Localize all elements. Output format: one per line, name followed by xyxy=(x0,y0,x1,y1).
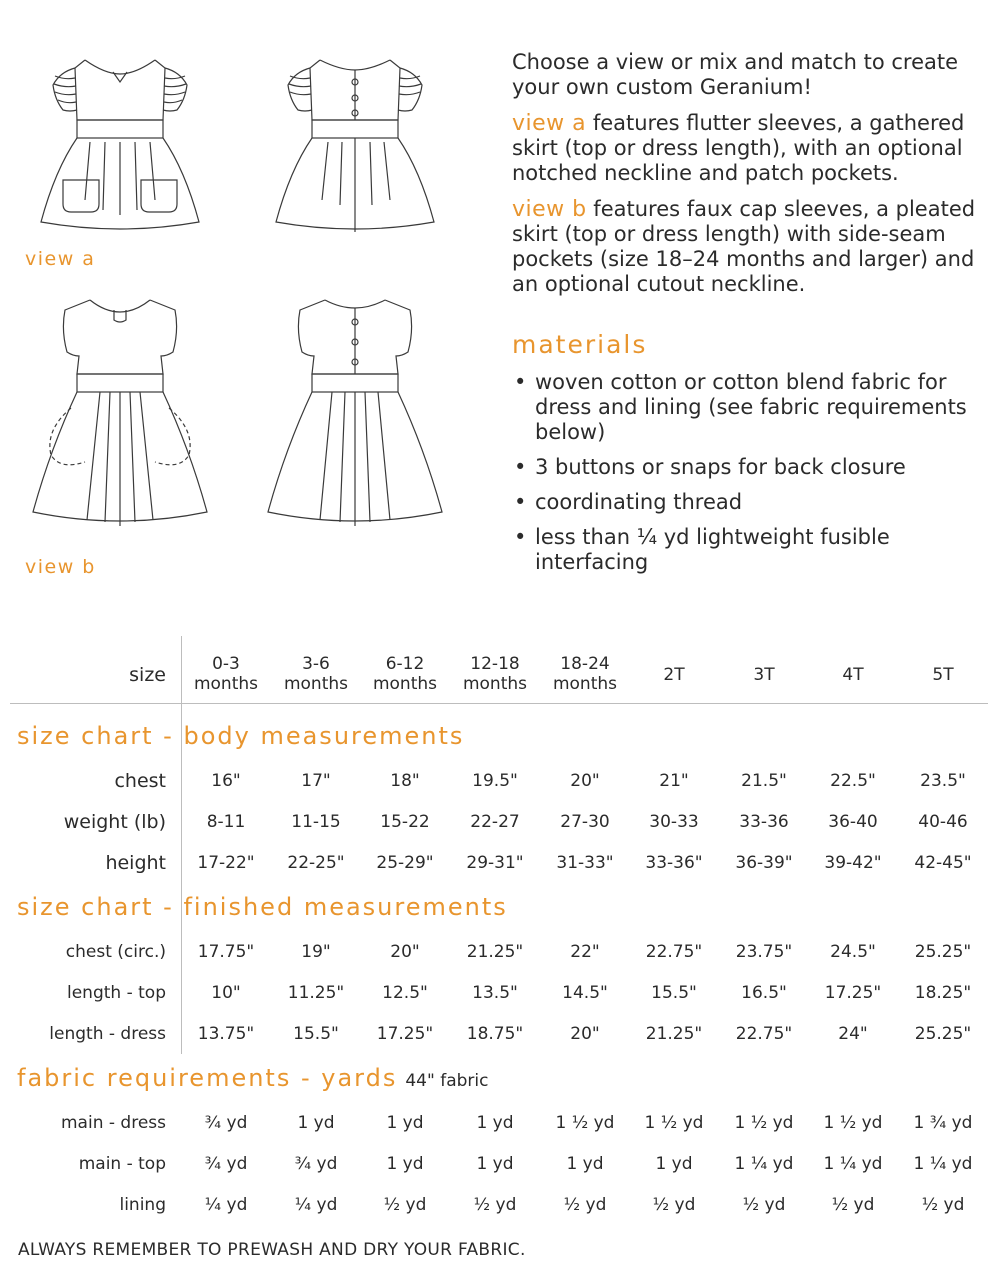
table-cell: 1 yd xyxy=(476,1154,514,1174)
table-cell: ¼ yd xyxy=(294,1195,338,1215)
table-cell: 22.75" xyxy=(735,1024,793,1044)
size-header-line: months xyxy=(372,674,438,694)
size-header-line: 2T xyxy=(663,665,685,685)
table-cell: 16.5" xyxy=(741,983,787,1003)
table-cell: 1 ¾ yd xyxy=(913,1113,973,1133)
row-label: length - dress xyxy=(49,1024,166,1044)
table-cell: 30-33 xyxy=(649,812,699,832)
table-cell: 25.25" xyxy=(914,942,972,962)
table-cell: 15.5" xyxy=(293,1024,339,1044)
size-header-line: 5T xyxy=(932,665,954,685)
table-cell: 17" xyxy=(301,771,331,791)
table-header-divider xyxy=(10,703,988,704)
row-label: lining xyxy=(119,1195,166,1215)
table-cell: 24.5" xyxy=(830,942,876,962)
materials-item xyxy=(512,455,982,480)
section-title-text: size chart - finished measurements xyxy=(17,893,508,921)
size-header-line: 3-6 xyxy=(302,654,330,674)
size-header-line: months xyxy=(462,674,528,694)
table-cell: ¼ yd xyxy=(204,1195,248,1215)
view-b-back-sketch xyxy=(250,290,460,550)
size-header-line: months xyxy=(283,674,349,694)
size-column-header xyxy=(719,665,809,685)
intro-paragraph: Choose a view or mix and match to create your own custom Geranium! xyxy=(512,50,959,99)
table-cell: ¾ yd xyxy=(204,1113,248,1133)
size-column-header xyxy=(808,665,898,685)
table-cell: 15-22 xyxy=(380,812,430,832)
table-cell: 21.25" xyxy=(466,942,524,962)
materials-item xyxy=(512,370,982,445)
table-cell: 22.75" xyxy=(645,942,703,962)
size-header-line: months xyxy=(193,674,259,694)
size-header-line: 4T xyxy=(842,665,864,685)
table-cell: 17.25" xyxy=(824,983,882,1003)
intro-text xyxy=(512,50,982,308)
row-label: height xyxy=(105,852,166,874)
table-cell: 1 ¼ yd xyxy=(734,1154,794,1174)
table-cell: 40-46 xyxy=(918,812,968,832)
table-cell: 8-11 xyxy=(206,812,246,832)
size-column-header xyxy=(360,654,450,694)
table-cell: 33-36 xyxy=(739,812,789,832)
view-b-text: features faux cap sleeves, a pleated skirt (top or dress length) with side-seam pockets (size 18–24 months and larger) and an optional cutout neckline. xyxy=(512,197,976,296)
view-a-caption: view a xyxy=(25,248,96,270)
table-cell: ½ yd xyxy=(563,1195,607,1215)
table-cell: 33-36" xyxy=(645,853,703,873)
table-cell: 17.75" xyxy=(197,942,255,962)
table-cell: 20" xyxy=(390,942,420,962)
size-column-header xyxy=(450,654,540,694)
table-cell: 20" xyxy=(570,1024,600,1044)
table-cell: 17.25" xyxy=(376,1024,434,1044)
table-cell: 21.5" xyxy=(741,771,787,791)
size-header-line: 12-18 xyxy=(470,654,520,674)
table-cell: 1 yd xyxy=(476,1113,514,1133)
size-column-header xyxy=(898,665,988,685)
table-cell: 39-42" xyxy=(824,853,882,873)
table-cell: 19" xyxy=(301,942,331,962)
table-cell: 23.75" xyxy=(735,942,793,962)
table-cell: 21.25" xyxy=(645,1024,703,1044)
table-cell: 22-25" xyxy=(287,853,345,873)
table-cell: 10" xyxy=(211,983,241,1003)
table-cell: 29-31" xyxy=(466,853,524,873)
size-header-line: months xyxy=(552,674,618,694)
materials-item-text: woven cotton or cotton blend fabric for dress and lining (see fabric requirements below) xyxy=(535,370,967,444)
table-cell: ½ yd xyxy=(921,1195,965,1215)
table-cell: ½ yd xyxy=(652,1195,696,1215)
table-cell: 1 yd xyxy=(566,1154,604,1174)
view-b-caption: view b xyxy=(25,556,96,578)
bullet-icon: • xyxy=(514,370,527,394)
table-cell: ½ yd xyxy=(742,1195,786,1215)
size-header-line: 18-24 xyxy=(560,654,610,674)
materials-list xyxy=(512,370,982,585)
table-cell: 18.75" xyxy=(466,1024,524,1044)
section-title-text: size chart - body measurements xyxy=(17,722,465,750)
table-cell: 15.5" xyxy=(651,983,697,1003)
table-cell: 21" xyxy=(659,771,689,791)
section-note: 44" fabric xyxy=(405,1071,489,1091)
table-cell: 1 ½ yd xyxy=(644,1113,704,1133)
materials-item xyxy=(512,525,982,575)
section-title xyxy=(17,722,464,750)
row-label: length - top xyxy=(67,983,166,1003)
materials-item-text: 3 buttons or snaps for back closure xyxy=(535,455,906,479)
size-column-header xyxy=(540,654,630,694)
table-cell: 18" xyxy=(390,771,420,791)
section-title xyxy=(17,1064,488,1092)
row-label: chest (circ.) xyxy=(65,942,166,962)
materials-item-text: less than ¼ yd lightweight fusible interfacing xyxy=(535,525,890,574)
table-cell: 1 ¼ yd xyxy=(823,1154,883,1174)
table-cell: 11-15 xyxy=(291,812,341,832)
table-cell: ¾ yd xyxy=(204,1154,248,1174)
view-a-text: features flutter sleeves, a gathered skirt (top or dress length), with an optional notched neckline and patch pockets. xyxy=(512,111,965,185)
bullet-icon: • xyxy=(514,455,527,479)
table-cell: 22-27 xyxy=(470,812,520,832)
table-cell: ¾ yd xyxy=(294,1154,338,1174)
table-cell: 1 yd xyxy=(386,1113,424,1133)
size-header-line: 6-12 xyxy=(385,654,425,674)
table-cell: 27-30 xyxy=(560,812,610,832)
view-b-lead: view b xyxy=(512,197,587,222)
view-a-front-sketch xyxy=(15,50,225,245)
table-cell: 36-40 xyxy=(828,812,878,832)
table-cell: 1 yd xyxy=(386,1154,424,1174)
materials-item xyxy=(512,490,982,515)
table-cell: 1 ½ yd xyxy=(823,1113,883,1133)
table-cell: 24" xyxy=(838,1024,868,1044)
table-cell: 25-29" xyxy=(376,853,434,873)
section-title xyxy=(17,893,508,921)
table-cell: 1 ½ yd xyxy=(734,1113,794,1133)
size-column-header xyxy=(181,654,271,694)
table-cell: 1 yd xyxy=(655,1154,693,1174)
section-title-text: fabric requirements - yards xyxy=(17,1064,398,1092)
bullet-icon: • xyxy=(514,490,527,514)
materials-title: materials xyxy=(512,330,648,359)
table-cell: 1 ½ yd xyxy=(555,1113,615,1133)
materials-item-text: coordinating thread xyxy=(535,490,743,514)
table-cell: 20" xyxy=(570,771,600,791)
table-cell: 11.25" xyxy=(287,983,345,1003)
row-label: weight (lb) xyxy=(63,811,166,833)
table-cell: 22.5" xyxy=(830,771,876,791)
view-a-description xyxy=(512,111,982,186)
size-column-header xyxy=(271,654,361,694)
table-cell: 42-45" xyxy=(914,853,972,873)
table-cell: ½ yd xyxy=(383,1195,427,1215)
table-cell: 19.5" xyxy=(472,771,518,791)
row-label: chest xyxy=(114,770,166,792)
table-cell: 36-39" xyxy=(735,853,793,873)
size-header-label: size xyxy=(129,664,166,686)
table-cell: ½ yd xyxy=(473,1195,517,1215)
table-cell: 22" xyxy=(570,942,600,962)
row-label: main - dress xyxy=(61,1113,166,1133)
row-label: main - top xyxy=(78,1154,166,1174)
table-cell: 23.5" xyxy=(920,771,966,791)
table-cell: 13.5" xyxy=(472,983,518,1003)
table-cell: 12.5" xyxy=(382,983,428,1003)
size-column-header xyxy=(629,665,719,685)
table-cell: 1 yd xyxy=(297,1113,335,1133)
bullet-icon: • xyxy=(514,525,527,549)
size-header-line: 3T xyxy=(753,665,775,685)
size-header-line: 0-3 xyxy=(212,654,240,674)
table-cell: 16" xyxy=(211,771,241,791)
table-cell: 1 ¼ yd xyxy=(913,1154,973,1174)
table-cell: 17-22" xyxy=(197,853,255,873)
view-a-lead: view a xyxy=(512,111,587,136)
view-a-back-sketch xyxy=(250,50,460,245)
view-b-front-sketch xyxy=(15,290,225,550)
table-cell: 18.25" xyxy=(914,983,972,1003)
table-cell: 13.75" xyxy=(197,1024,255,1044)
table-cell: 31-33" xyxy=(556,853,614,873)
table-cell: 25.25" xyxy=(914,1024,972,1044)
table-cell: ½ yd xyxy=(831,1195,875,1215)
table-cell: 14.5" xyxy=(562,983,608,1003)
view-b-description xyxy=(512,197,982,297)
footer-note: ALWAYS REMEMBER TO PREWASH AND DRY YOUR FABRIC. xyxy=(18,1240,526,1260)
